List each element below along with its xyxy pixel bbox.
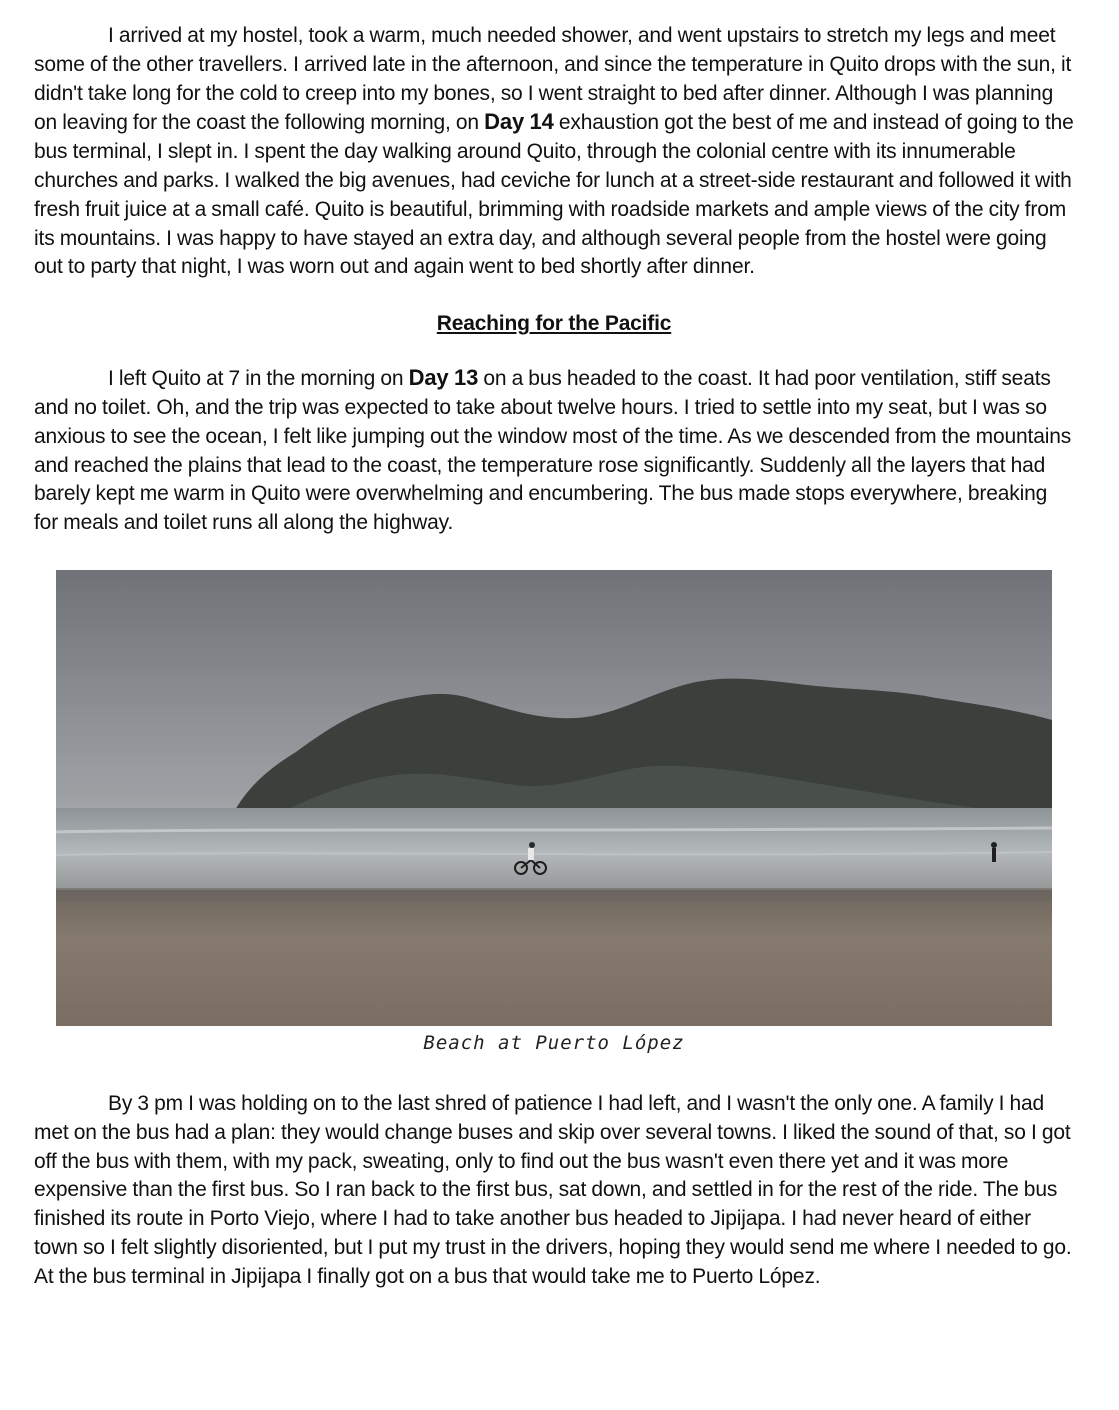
paragraph-text: exhaustion got the best of me and instead of going to the bus terminal, I slept in. I spent the day walking around Quito, through the colonial centre with its innumerable churches and parks. I walked the big avenues, had ceviche for lunch at a street-side restaurant and followed it with fresh fruit juice at a small café. Quito is beautiful, brimming with roadside markets and ample views of the city from its mountains. I was happy to have stayed an extra day, and although several people from the hostel were going out to party that night, I was worn out and again went to bed shortly after dinner. (34, 111, 1074, 279)
section-heading: Reaching for the Pacific (436, 312, 672, 336)
paragraph-hostel-day-14 (34, 22, 1074, 282)
paragraph-text: I left Quito at 7 in the morning on (108, 367, 409, 391)
figure-caption: Beach at Puerto López (423, 1031, 685, 1054)
document-page (34, 22, 1074, 1292)
paragraph-bus-day-13 (34, 364, 1074, 538)
paragraph-bus-journey: By 3 pm I was holding on to the last shred of patience I had left, and I wasn't the only one. A family I had met on the bus had a plan: they would change buses and skip over several towns. I liked the sound of that, so I got off the bus with them, with my pack, sweating, only to find out the bus wasn't even there yet and it was more expensive than the first bus. So I ran back to the first bus, sat down, and settled in for the rest of the ride. The bus finished its route in Porto Viejo, where I had to take another bus headed to Jipijapa. I had never heard of either town so I felt slightly disoriented, but I put my trust in the drivers, hoping they would send me where I needed to go. At the bus terminal in Jipijapa I finally got on a bus that would take me to Puerto López. (34, 1091, 1072, 1288)
sand (56, 890, 1052, 1026)
paragraph-text: I arrived at my hostel, took a warm, much needed shower, and went upstairs to stretch my legs and meet some of the other travellers. I arrived late in the afternoon, and since the temperature in Quito drops with the sun, it didn't take long for the cold to creep into my bones, so I went straight to bed after dinner. Although I was planning on leaving for the coast the following morning, on (34, 24, 1072, 135)
wet-sand (56, 888, 1052, 902)
beach-photo (56, 570, 1052, 1026)
paragraph-text: on a bus headed to the coast. It had poor ventilation, stiff seats and no toilet. Oh, and the trip was expected to take about twelve hours. I tried to settle into my seat, but I was so anxious to see the ocean, I felt like jumping out the window most of the time. As we descended from the mountains and reached the plains that lead to the coast, the temperature rose significantly. Suddenly all the layers that had barely kept me warm in Quito were overwhelming and encumbering. The bus made stops everywhere, breaking for meals and toilet runs all along the highway. (34, 367, 1072, 535)
beach-figure (56, 570, 1052, 1054)
day-label: Day 14 (484, 109, 554, 135)
day-label: Day 13 (408, 365, 479, 391)
